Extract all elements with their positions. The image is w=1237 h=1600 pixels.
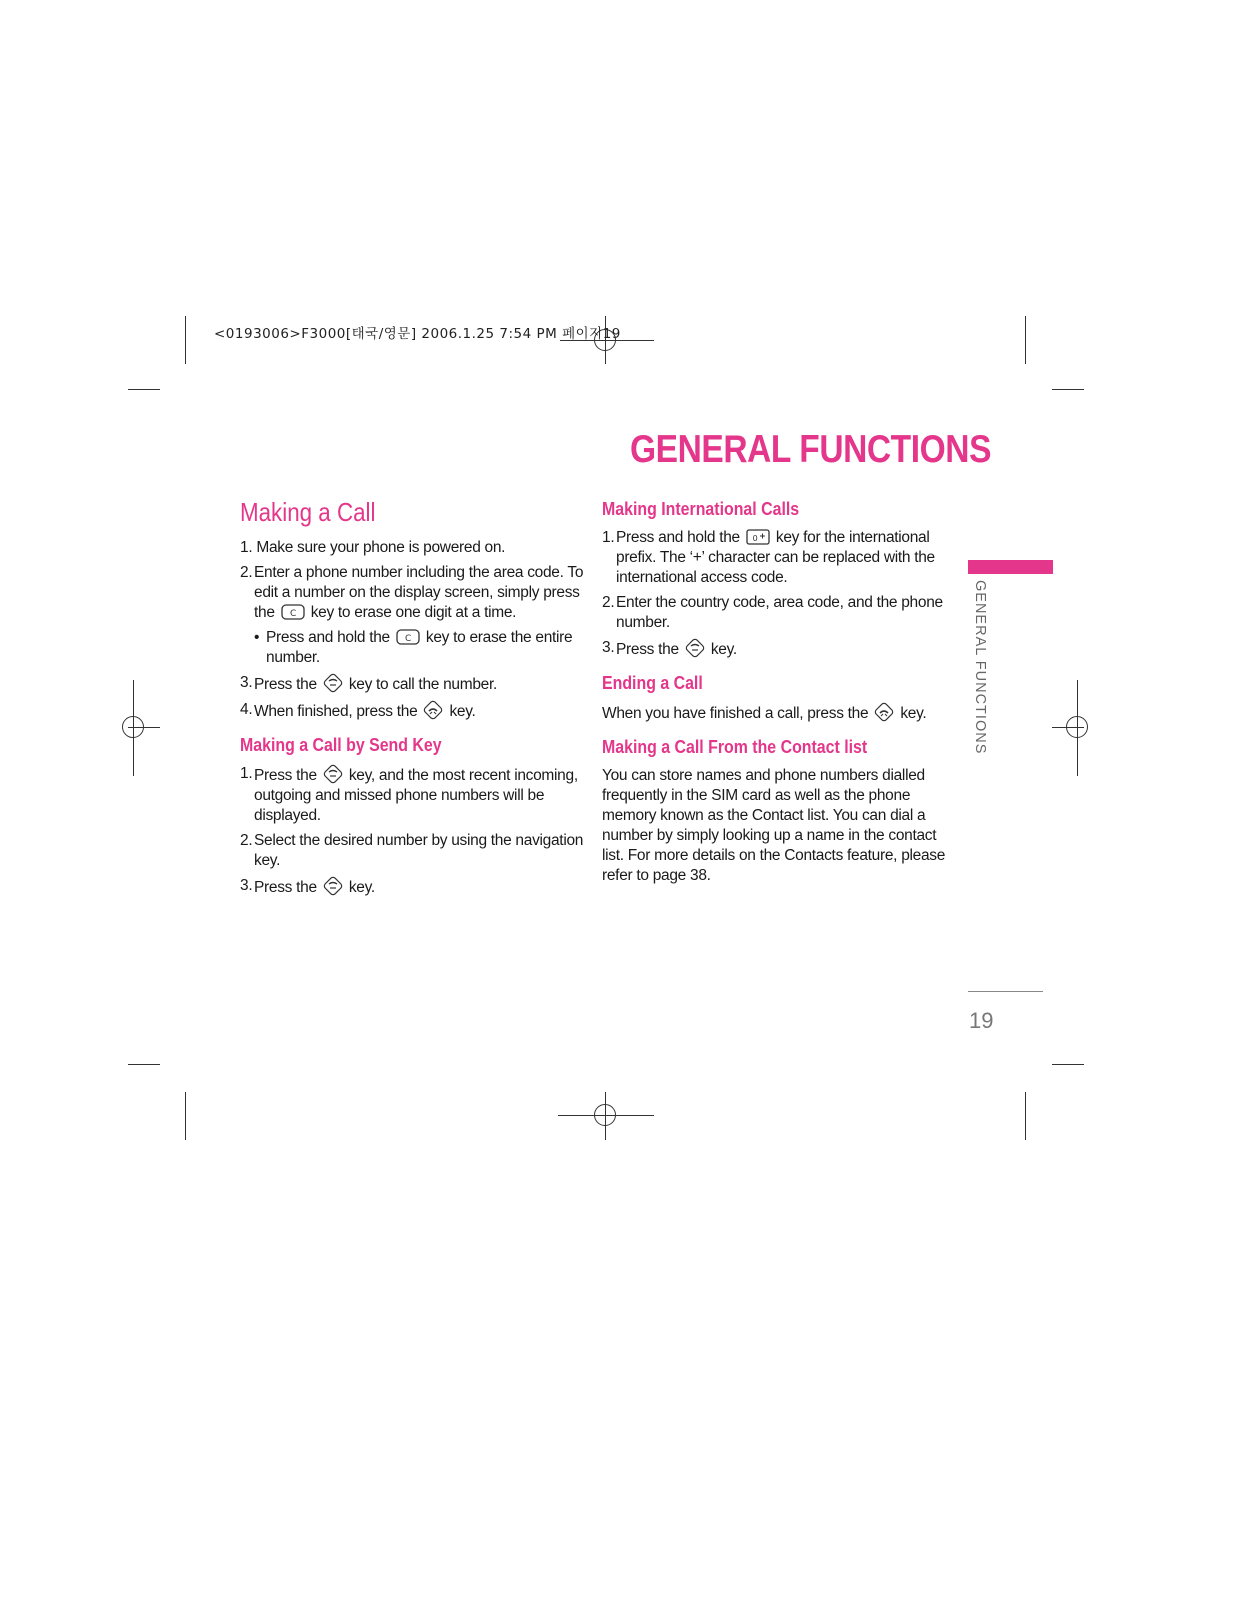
- zero-key-icon: [746, 528, 770, 546]
- step-number: 4.: [240, 701, 253, 718]
- step-text: Enter a phone number including the area code. To edit a number on the display screen, simply press the: [254, 564, 584, 621]
- step-text: Press the: [616, 641, 679, 658]
- section-tab-label: GENERAL FUNCTIONS: [972, 580, 988, 755]
- bullet: •: [254, 629, 260, 646]
- step-text: key to erase one digit at a time.: [310, 604, 517, 621]
- step-text: key, and the most recent incoming, outgoing and missed phone numbers will be displayed.: [254, 767, 578, 824]
- step-number: 2.: [602, 594, 615, 611]
- list-item: [240, 831, 585, 871]
- ending-call-heading: Ending a Call: [602, 672, 703, 693]
- step-text: key.: [449, 703, 476, 720]
- list-item: [240, 700, 585, 722]
- step-number: 1.: [602, 529, 615, 546]
- svg-text:C: C: [404, 634, 411, 644]
- list-item: [240, 673, 585, 695]
- list-item: [240, 876, 585, 898]
- crop-mark-tr-v: [1025, 316, 1026, 364]
- making-a-call-steps: [240, 538, 585, 722]
- registration-target-bottom: [594, 1104, 616, 1126]
- send-key-heading: Making a Call by Send Key: [240, 734, 442, 755]
- list-item: [240, 628, 585, 668]
- end-key-icon: [874, 702, 894, 722]
- bullet-text: key to erase the entire number.: [266, 629, 573, 666]
- step-text: key for the international prefix. The ‘+’ character can be replaced with the international access code.: [616, 529, 935, 586]
- page-number-rule: [968, 991, 1043, 992]
- step-number: 3.: [240, 674, 253, 691]
- list-item: [602, 593, 947, 633]
- step-text: Press the: [254, 767, 317, 784]
- left-column: [240, 497, 585, 903]
- list-item: [240, 563, 585, 623]
- send-key-icon: [323, 673, 343, 693]
- list-item: [240, 764, 585, 826]
- para-text: key.: [900, 705, 927, 722]
- step-text: 1. Make sure your phone is powered on.: [240, 539, 506, 556]
- step-text: Press the: [254, 879, 317, 896]
- step-number: 2.: [240, 564, 253, 581]
- clear-key-icon: [396, 628, 420, 646]
- registration-target-left: [122, 716, 144, 738]
- step-text: When finished, press the: [254, 703, 418, 720]
- step-text: Press the: [254, 676, 317, 693]
- send-key-icon: [323, 764, 343, 784]
- crop-mark-br-h: [1052, 1064, 1084, 1065]
- crop-mark-tr-h: [1052, 389, 1084, 390]
- page-title: GENERAL FUNCTIONS: [630, 428, 992, 471]
- international-heading: Making International Calls: [602, 498, 800, 519]
- right-column: [602, 498, 947, 892]
- step-text: Press and hold the: [616, 529, 740, 546]
- step-text: key to call the number.: [348, 676, 497, 693]
- crop-mark-tl-v: [185, 316, 186, 364]
- step-text: Enter the country code, area code, and the phone number.: [616, 594, 943, 631]
- step-number: 1.: [240, 765, 253, 782]
- para-text: When you have finished a call, press the: [602, 705, 869, 722]
- step-number: 2.: [240, 832, 253, 849]
- send-key-steps: [240, 764, 585, 898]
- section-tab-bar: [968, 560, 1053, 574]
- clear-key-icon: [281, 603, 305, 621]
- bullet-text: Press and hold the: [266, 629, 390, 646]
- international-steps: [602, 528, 947, 660]
- crop-mark-tl-h: [128, 389, 160, 390]
- ending-call-text: [602, 702, 947, 724]
- crop-mark-bl-v: [185, 1092, 186, 1140]
- step-text: key.: [710, 641, 737, 658]
- step-number: 3.: [602, 639, 615, 656]
- step-number: 3.: [240, 877, 253, 894]
- page-number: 19: [969, 1008, 994, 1033]
- send-key-icon: [323, 876, 343, 896]
- list-item: [602, 638, 947, 660]
- svg-text:0: 0: [752, 534, 758, 543]
- list-item: [602, 528, 947, 588]
- making-a-call-heading: Making a Call: [240, 497, 376, 527]
- end-key-icon: [423, 700, 443, 720]
- contact-list-heading: Making a Call From the Contact list: [602, 736, 868, 757]
- send-key-icon: [685, 638, 705, 658]
- crop-mark-bl-h: [128, 1064, 160, 1065]
- registration-target-right: [1066, 716, 1088, 738]
- crop-mark-br-v: [1025, 1092, 1026, 1140]
- contact-list-text: You can store names and phone numbers dialled frequently in the SIM card as well as the phone memory known as the Contact list. You can dial a number by simply looking up a name in the contact list. For more details on the Contacts feature, please refer to page 38.: [602, 767, 946, 884]
- list-item: [240, 538, 585, 558]
- step-text: key.: [348, 879, 375, 896]
- step-text: Select the desired number by using the navigation key.: [254, 832, 584, 869]
- svg-text:C: C: [289, 609, 296, 619]
- print-slug: <0193006>F3000[태국/영문] 2006.1.25 7:54 PM 페이지19: [214, 326, 621, 342]
